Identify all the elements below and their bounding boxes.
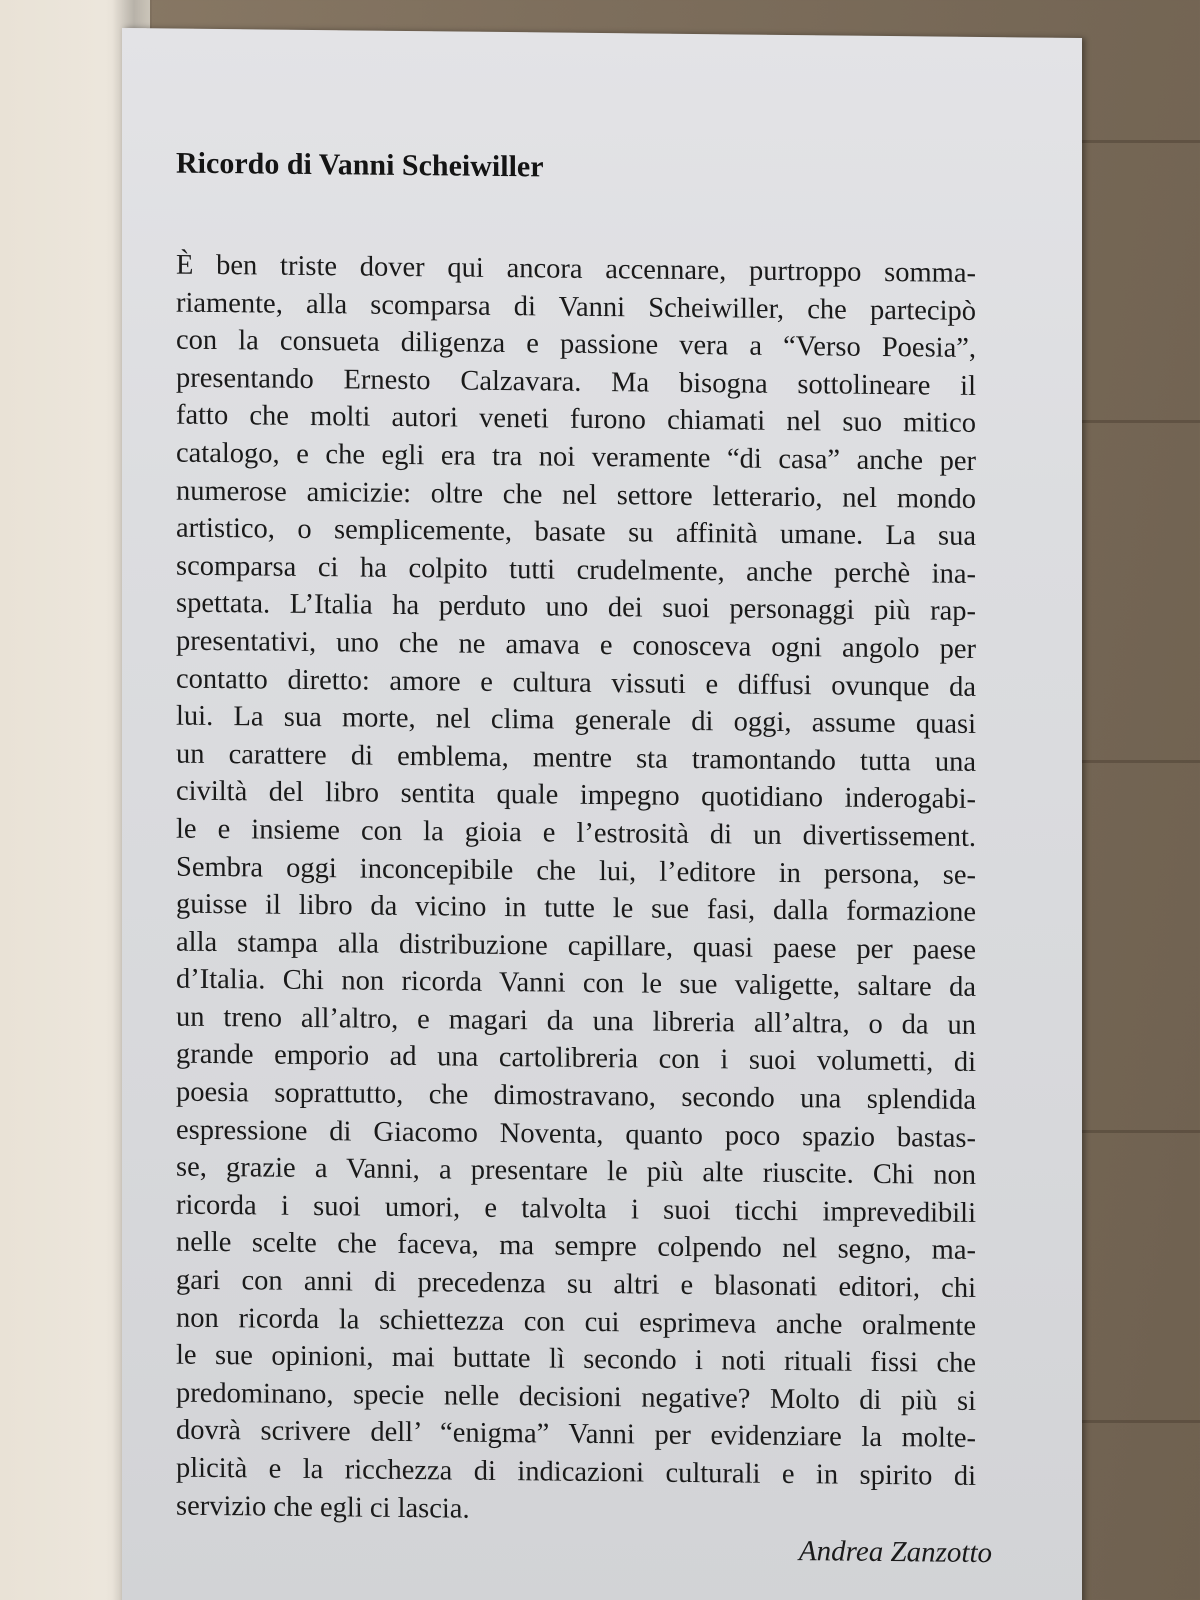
text-line: se, grazie a Vanni, a presentare le più alte riuscite. Chi non — [176, 1151, 976, 1192]
text-line: presentativi, uno che ne amava e conosceva ogni angolo per — [176, 625, 976, 665]
text-line: guisse il libro da vicino in tutte le sue fasi, dalla formazione — [176, 888, 976, 929]
text-line: le sue opinioni, mai buttate lì secondo i noti rituali fissi che — [176, 1339, 976, 1380]
wood-grain — [1080, 420, 1200, 423]
text-line: civiltà del libro sentita quale impegno quotidiano inderogabi- — [176, 775, 976, 816]
text-line: contatto diretto: amore e cultura vissuti e diffusi ovunque da — [176, 663, 976, 703]
text-line: un treno all’altro, e magari da una libreria all’altra, o da un — [176, 1001, 976, 1041]
text-line: artistico, o semplicemente, basate su affinità umane. La sua — [176, 512, 976, 553]
text-line: presentando Ernesto Calzavara. Ma bisogna sottolineare il — [176, 362, 976, 402]
text-line: scomparsa ci ha colpito tutti crudelmente, anche perchè ina- — [176, 550, 976, 590]
text-line: alla stampa alla distribuzione capillare, quasi paese per paese — [176, 926, 976, 966]
text-line: poesia soprattutto, che dimostravano, secondo una splendida — [176, 1076, 976, 1117]
text-line: ricorda i suoi umori, e talvolta i suoi ticchi imprevedibili — [176, 1189, 976, 1229]
text-line: plicità e la ricchezza di indicazioni culturali e in spirito di — [176, 1452, 976, 1492]
wood-grain — [1080, 1130, 1200, 1133]
text-line: Sembra oggi inconcepibile che lui, l’editore in persona, se- — [176, 851, 976, 891]
text-line: servizio che egli ci lascia. — [176, 1490, 470, 1525]
text-line: spettata. L’Italia ha perduto uno dei suoi personaggi più rap- — [176, 587, 976, 628]
text-line: catalogo, e che egli era tra noi veramente “di casa” anche per — [176, 437, 976, 477]
text-line: con la consueta diligenza e passione vera a “Verso Poesia”, — [176, 324, 976, 365]
wood-grain — [1080, 140, 1200, 143]
text-line: È ben triste dover qui ancora accennare, purtroppo somma- — [176, 249, 976, 289]
text-line: gari con anni di precedenza su altri e blasonati editori, chi — [176, 1264, 976, 1304]
body-paragraph — [176, 247, 976, 1534]
text-line: le e insieme con la gioia e l’estrosità di un divertissement. — [176, 813, 976, 853]
text-line: lui. La sua morte, nel clima generale di oggi, assume quasi — [176, 700, 976, 741]
wood-grain — [1080, 760, 1200, 763]
text-line: numerose amicizie: oltre che nel settore letterario, nel mondo — [176, 475, 976, 515]
text-line: predominano, specie nelle decisioni negative? Molto di più si — [176, 1377, 976, 1417]
wood-grain — [1080, 1420, 1200, 1423]
text-line: fatto che molti autori veneti furono chiamati nel suo mitico — [176, 399, 976, 440]
text-line: un carattere di emblema, mentre sta tramontando tutta una — [176, 738, 976, 778]
text-line: non ricorda la schiettezza con cui esprimeva anche oralmente — [176, 1302, 976, 1342]
book-page — [122, 28, 1082, 1600]
author-signature: Andrea Zanzotto — [798, 1535, 992, 1570]
page-title: Ricordo di Vanni Scheiwiller — [176, 146, 544, 184]
text-line: nelle scelte che faceva, ma sempre colpendo nel segno, ma- — [176, 1227, 976, 1267]
text-line: espressione di Giacomo Noventa, quanto poco spazio bastas- — [176, 1114, 976, 1154]
text-line: grande emporio ad una cartolibreria con i suoi volumetti, di — [176, 1039, 976, 1079]
text-line: riamente, alla scomparsa di Vanni Scheiwiller, che partecipò — [176, 287, 976, 327]
text-line: d’Italia. Chi non ricorda Vanni con le sue valigette, saltare da — [176, 963, 976, 1004]
text-line: dovrà scrivere dell’ “enigma” Vanni per evidenziare la molte- — [176, 1414, 976, 1455]
